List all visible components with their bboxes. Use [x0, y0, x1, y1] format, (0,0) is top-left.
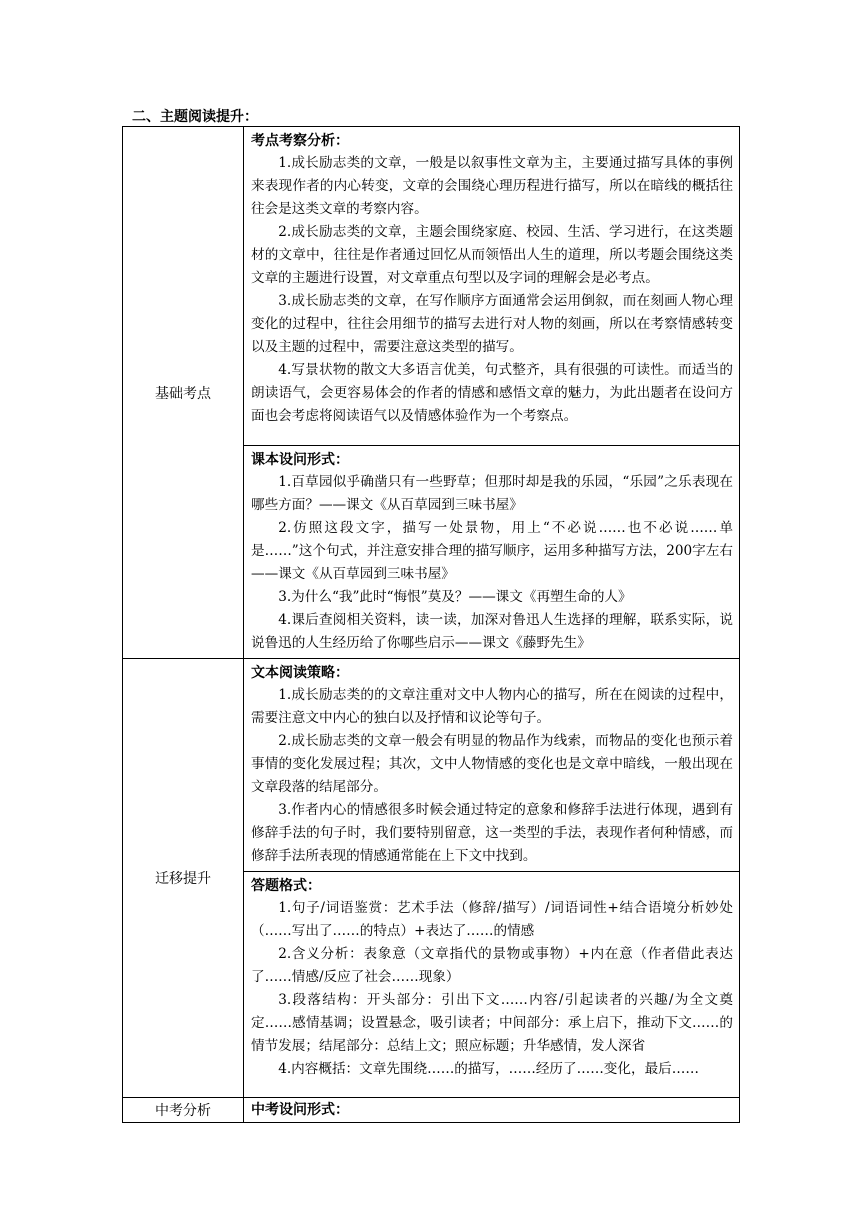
block-heading: 文本阅读策略：	[251, 665, 349, 681]
block-heading: 课本设问形式：	[251, 452, 349, 468]
section-title: 二、主题阅读提升：	[132, 109, 258, 125]
paragraph: 2.成长励志类的文章，主题会围绕家庭、校园、生活、学习进行，在这类题材的文章中，往往是作者通过回忆从而领悟出人生的道理，所以考题会围绕这类文章的主题进行设置，对文章重点句型以及字词的理解会是必考点。	[251, 224, 733, 286]
paragraph: 1.成长励志类的的文章注重对文中人物内心的描写，所在在阅读的过程中，需要注意文中内心的独白以及抒情和议论等句子。	[251, 687, 733, 726]
content-block	[244, 659, 740, 872]
block-heading: 考点考察分析：	[251, 133, 349, 149]
row-label: 迁移提升	[123, 659, 244, 1098]
paragraph: 1.句子/词语鉴赏：艺术手法（修辞/描写）/词语词性+结合语境分析妙处（……写出了……的特点）+表达了……的情感	[251, 900, 733, 939]
reading-table	[122, 126, 740, 1123]
paragraph: 3.成长励志类的文章，在写作顺序方面通常会运用倒叙，而在刻画人物心理变化的过程中，往往会用细节的描写去进行对人物的刻画，所以在考察情感转变以及主题的过程中，需要注意这类型的描写。	[251, 293, 733, 355]
paragraph: 2.含义分析：表象意（文章指代的景物或事物）+内在意（作者借此表达了……情感/反应了社会……现象）	[251, 946, 733, 985]
paragraph: 4.写景状物的散文大多语言优美，句式整齐，具有很强的可读性。而适当的朗读语气，会更容易体会的作者的情感和感悟文章的魅力，为此出题者在设问方面也会考虑将阅读语气以及情感体验作为一个考察点。	[251, 362, 733, 424]
row-label: 基础考点	[123, 127, 244, 659]
paragraph: 2.成长励志类的文章一般会有明显的物品作为线索，而物品的变化也预示着事情的变化发展过程；其次，文中人物情感的变化也是文章中暗线，一般出现在文章段落的结尾部分。	[251, 733, 733, 795]
content-block	[244, 1098, 740, 1123]
block-heading: 中考设问形式：	[251, 1102, 349, 1118]
content-block	[244, 446, 740, 659]
content-block	[244, 127, 740, 446]
table-row	[123, 1098, 740, 1123]
paragraph: 4.内容概括：文章先围绕……的描写，……经历了……变化，最后……	[278, 1061, 699, 1077]
paragraph: 1.百草园似乎确凿只有一些野草；但那时却是我的乐园，“乐园”之乐表现在哪些方面？——课文《从百草园到三味书屋》	[251, 474, 733, 513]
paragraph: 3.为什么“我”此时“悔恨”莫及？——课文《再塑生命的人》	[278, 589, 632, 605]
paragraph: 3.作者内心的情感很多时候会通过特定的意象和修辞手法进行体现，遇到有修辞手法的句子时，我们要特别留意，这一类型的手法，表现作者何种情感，而修辞手法所表现的情感通常能在上下文中找到。	[251, 802, 733, 864]
paragraph: 4.课后查阅相关资料，读一读，加深对鲁迅人生选择的理解，联系实际，说说鲁迅的人生经历给了你哪些启示——课文《藤野先生》	[251, 612, 733, 651]
table-row	[123, 659, 740, 872]
paragraph: 1.成长励志类的文章，一般是以叙事性文章为主，主要通过描写具体的事例来表现作者的内心转变，文章的会围绕心理历程进行描写，所以在暗线的概括往往会是这类文章的考察内容。	[251, 155, 733, 217]
table-row	[123, 127, 740, 446]
block-heading: 答题格式：	[251, 878, 321, 894]
row-label: 中考分析	[123, 1098, 244, 1123]
paragraph: 2.仿照这段文字，描写一处景物，用上“不必说……也不必说……单是……”这个句式，并注意安排合理的描写顺序，运用多种描写方法，200字左右——课文《从百草园到三味书屋》	[251, 520, 733, 582]
content-block	[244, 872, 740, 1098]
paragraph: 3.段落结构：开头部分：引出下文……内容/引起读者的兴趣/为全文奠定……感情基调；设置悬念，吸引读者；中间部分：承上启下，推动下文……的情节发展；结尾部分：总结上文；照应标题；升华感情，发人深省	[251, 992, 733, 1054]
